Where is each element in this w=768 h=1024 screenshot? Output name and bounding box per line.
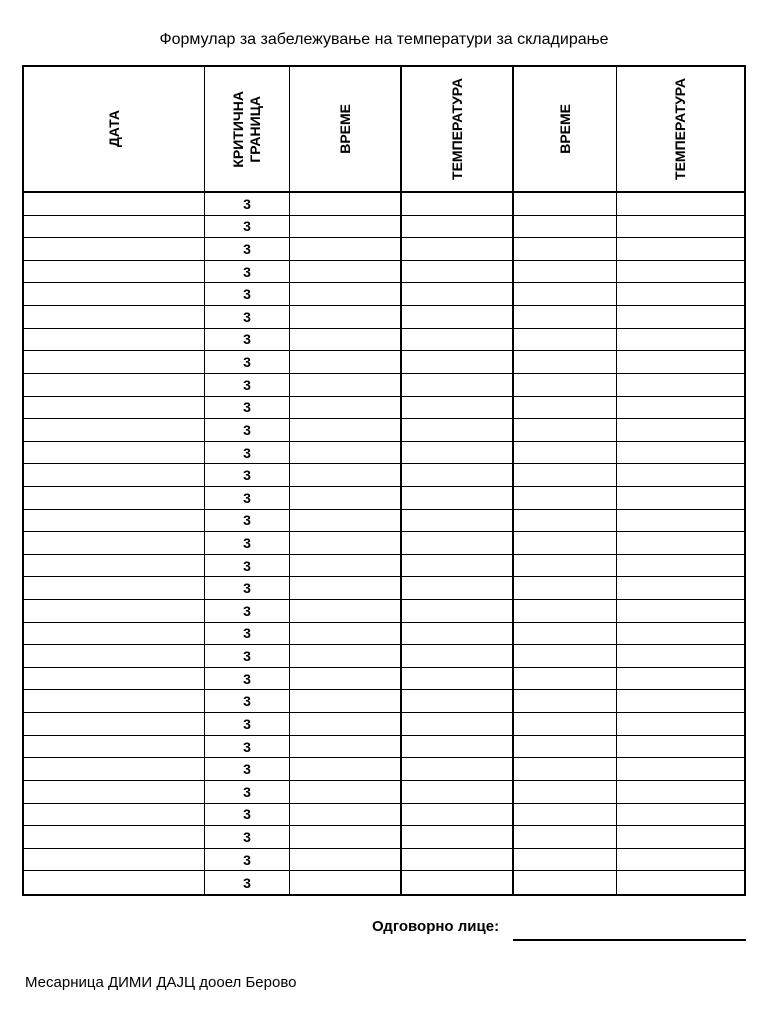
table-cell-temperature[interactable] xyxy=(402,623,514,646)
column-header-label xyxy=(230,91,264,168)
column-header-label-line: КРИТИЧНА xyxy=(230,90,246,168)
critical-limit-cell: 3 xyxy=(205,758,290,781)
table-cell-temperature[interactable] xyxy=(402,374,514,397)
table-cell-time[interactable] xyxy=(290,804,402,827)
column-header-label xyxy=(672,78,689,180)
table-cell-date[interactable] xyxy=(24,532,205,555)
table-cell-date[interactable] xyxy=(24,668,205,691)
table-cell-date[interactable] xyxy=(24,826,205,849)
table-cell-date[interactable] xyxy=(24,736,205,759)
table-cell-temperature-2[interactable] xyxy=(617,871,744,894)
critical-limit-cell: 3 xyxy=(205,374,290,397)
table-cell-date[interactable] xyxy=(24,487,205,510)
table-cell-time-2[interactable] xyxy=(514,645,617,668)
critical-limit-cell: 3 xyxy=(205,464,290,487)
critical-limit-cell: 3 xyxy=(205,826,290,849)
table-cell-time[interactable] xyxy=(290,826,402,849)
table-cell-time-2[interactable] xyxy=(514,464,617,487)
column-header-label xyxy=(337,104,354,154)
table-cell-temperature-2[interactable] xyxy=(617,487,744,510)
critical-limit-cell: 3 xyxy=(205,804,290,827)
table-cell-temperature[interactable] xyxy=(402,871,514,894)
table-cell-temperature-2[interactable] xyxy=(617,283,744,306)
column-header-label-line: ГРАНИЦА xyxy=(247,95,263,163)
table-cell-temperature-2[interactable] xyxy=(617,532,744,555)
table-cell-temperature[interactable] xyxy=(402,510,514,533)
critical-limit-cell: 3 xyxy=(205,849,290,872)
table-cell-time-2[interactable] xyxy=(514,804,617,827)
table-cell-temperature-2[interactable] xyxy=(617,804,744,827)
table-cell-temperature-2[interactable] xyxy=(617,645,744,668)
table-cell-time-2[interactable] xyxy=(514,193,617,216)
table-cell-time-2[interactable] xyxy=(514,781,617,804)
critical-limit-cell: 3 xyxy=(205,419,290,442)
table-cell-date[interactable] xyxy=(24,804,205,827)
table-cell-temperature[interactable] xyxy=(402,261,514,284)
critical-limit-cell: 3 xyxy=(205,351,290,374)
column-header-time xyxy=(290,67,402,193)
table-cell-time-2[interactable] xyxy=(514,758,617,781)
table-cell-temperature-2[interactable] xyxy=(617,668,744,691)
table-cell-time-2[interactable] xyxy=(514,826,617,849)
table-cell-time-2[interactable] xyxy=(514,329,617,352)
table-cell-date[interactable] xyxy=(24,849,205,872)
table-cell-date[interactable] xyxy=(24,758,205,781)
table-cell-time[interactable] xyxy=(290,261,402,284)
critical-limit-cell: 3 xyxy=(205,283,290,306)
table-cell-time-2[interactable] xyxy=(514,713,617,736)
table-cell-date[interactable] xyxy=(24,329,205,352)
table-cell-temperature-2[interactable] xyxy=(617,193,744,216)
table-cell-temperature[interactable] xyxy=(402,758,514,781)
column-header-label xyxy=(557,104,574,154)
table-cell-time-2[interactable] xyxy=(514,577,617,600)
table-cell-time[interactable] xyxy=(290,419,402,442)
table-cell-time-2[interactable] xyxy=(514,849,617,872)
column-header-label xyxy=(449,78,466,180)
table-cell-temperature-2[interactable] xyxy=(617,510,744,533)
table-cell-date[interactable] xyxy=(24,216,205,239)
table-cell-time-2[interactable] xyxy=(514,351,617,374)
table-cell-time[interactable] xyxy=(290,532,402,555)
table-cell-date[interactable] xyxy=(24,442,205,465)
table-cell-time[interactable] xyxy=(290,690,402,713)
column-header-time-2 xyxy=(514,67,617,193)
table-cell-temperature-2[interactable] xyxy=(617,849,744,872)
table-cell-time[interactable] xyxy=(290,283,402,306)
table-cell-temperature-2[interactable] xyxy=(617,306,744,329)
table-cell-time[interactable] xyxy=(290,397,402,420)
table-cell-temperature[interactable] xyxy=(402,464,514,487)
table-cell-time[interactable] xyxy=(290,645,402,668)
column-header-date xyxy=(24,67,205,193)
table-cell-time[interactable] xyxy=(290,238,402,261)
table-cell-temperature[interactable] xyxy=(402,283,514,306)
responsible-person-label: Одговорно лице: xyxy=(372,918,500,935)
table-cell-time[interactable] xyxy=(290,577,402,600)
table-cell-temperature[interactable] xyxy=(402,329,514,352)
table-cell-date[interactable] xyxy=(24,690,205,713)
table-cell-date[interactable] xyxy=(24,193,205,216)
table-cell-time[interactable] xyxy=(290,668,402,691)
column-header-temperature xyxy=(402,67,514,193)
table-cell-time[interactable] xyxy=(290,781,402,804)
table-cell-temperature-2[interactable] xyxy=(617,623,744,646)
column-header-label-line: ТЕМПЕРАТУРА xyxy=(672,78,688,180)
table-cell-time[interactable] xyxy=(290,374,402,397)
critical-limit-cell: 3 xyxy=(205,668,290,691)
table-cell-temperature-2[interactable] xyxy=(617,329,744,352)
table-cell-temperature-2[interactable] xyxy=(617,238,744,261)
critical-limit-cell: 3 xyxy=(205,555,290,578)
table-cell-time[interactable] xyxy=(290,351,402,374)
table-cell-time-2[interactable] xyxy=(514,397,617,420)
table-cell-time[interactable] xyxy=(290,758,402,781)
table-cell-temperature-2[interactable] xyxy=(617,826,744,849)
table-cell-time-2[interactable] xyxy=(514,668,617,691)
table-cell-time-2[interactable] xyxy=(514,216,617,239)
table-cell-date[interactable] xyxy=(24,261,205,284)
table-cell-temperature-2[interactable] xyxy=(617,419,744,442)
table-cell-temperature[interactable] xyxy=(402,397,514,420)
critical-limit-cell: 3 xyxy=(205,306,290,329)
column-header-label-line: ДАТА xyxy=(105,110,122,148)
table-cell-temperature[interactable] xyxy=(402,668,514,691)
table-cell-temperature[interactable] xyxy=(402,577,514,600)
column-header-temperature-2 xyxy=(617,67,744,193)
table-cell-temperature-2[interactable] xyxy=(617,781,744,804)
critical-limit-cell: 3 xyxy=(205,781,290,804)
table-cell-temperature[interactable] xyxy=(402,736,514,759)
table-cell-date[interactable] xyxy=(24,510,205,533)
table-cell-time-2[interactable] xyxy=(514,283,617,306)
column-header-label-line: ВРЕМЕ xyxy=(336,104,353,154)
table-cell-temperature[interactable] xyxy=(402,713,514,736)
column-header-label xyxy=(106,110,123,147)
table-cell-date[interactable] xyxy=(24,781,205,804)
table-cell-temperature-2[interactable] xyxy=(617,374,744,397)
critical-limit-cell: 3 xyxy=(205,600,290,623)
table-cell-time[interactable] xyxy=(290,600,402,623)
table-cell-date[interactable] xyxy=(24,238,205,261)
signature-line[interactable] xyxy=(513,939,746,941)
table-cell-temperature[interactable] xyxy=(402,419,514,442)
table-cell-date[interactable] xyxy=(24,419,205,442)
table-cell-time[interactable] xyxy=(290,623,402,646)
critical-limit-cell: 3 xyxy=(205,238,290,261)
critical-limit-cell: 3 xyxy=(205,329,290,352)
table-cell-date[interactable] xyxy=(24,623,205,646)
column-header-label-line: ВРЕМЕ xyxy=(556,104,573,154)
table-cell-date[interactable] xyxy=(24,464,205,487)
table-cell-temperature[interactable] xyxy=(402,306,514,329)
table-cell-date[interactable] xyxy=(24,306,205,329)
table-cell-temperature[interactable] xyxy=(402,555,514,578)
table-cell-time-2[interactable] xyxy=(514,419,617,442)
critical-limit-cell: 3 xyxy=(205,577,290,600)
table-cell-temperature[interactable] xyxy=(402,193,514,216)
table-cell-time-2[interactable] xyxy=(514,487,617,510)
table-cell-temperature[interactable] xyxy=(402,600,514,623)
table-cell-temperature[interactable] xyxy=(402,532,514,555)
table-cell-temperature-2[interactable] xyxy=(617,261,744,284)
table-cell-time[interactable] xyxy=(290,442,402,465)
table-cell-temperature[interactable] xyxy=(402,781,514,804)
table-cell-time-2[interactable] xyxy=(514,532,617,555)
table-cell-date[interactable] xyxy=(24,645,205,668)
table-cell-temperature[interactable] xyxy=(402,826,514,849)
table-cell-time[interactable] xyxy=(290,464,402,487)
table-cell-time[interactable] xyxy=(290,736,402,759)
table-cell-time-2[interactable] xyxy=(514,555,617,578)
critical-limit-cell: 3 xyxy=(205,487,290,510)
critical-limit-cell: 3 xyxy=(205,645,290,668)
table-cell-time[interactable] xyxy=(290,510,402,533)
critical-limit-cell: 3 xyxy=(205,736,290,759)
table-cell-time-2[interactable] xyxy=(514,871,617,894)
critical-limit-cell: 3 xyxy=(205,510,290,533)
table-cell-temperature[interactable] xyxy=(402,690,514,713)
table-cell-temperature-2[interactable] xyxy=(617,351,744,374)
critical-limit-cell: 3 xyxy=(205,216,290,239)
table-cell-temperature[interactable] xyxy=(402,351,514,374)
table-cell-date[interactable] xyxy=(24,283,205,306)
table-cell-temperature-2[interactable] xyxy=(617,442,744,465)
table-cell-date[interactable] xyxy=(24,713,205,736)
column-header-critical-limit xyxy=(205,67,290,193)
table-cell-temperature-2[interactable] xyxy=(617,600,744,623)
table-cell-temperature[interactable] xyxy=(402,804,514,827)
table-cell-time-2[interactable] xyxy=(514,623,617,646)
table-cell-temperature[interactable] xyxy=(402,645,514,668)
critical-limit-cell: 3 xyxy=(205,871,290,894)
table-cell-time-2[interactable] xyxy=(514,261,617,284)
table-cell-temperature-2[interactable] xyxy=(617,216,744,239)
table-cell-time-2[interactable] xyxy=(514,510,617,533)
table-cell-time-2[interactable] xyxy=(514,238,617,261)
critical-limit-cell: 3 xyxy=(205,713,290,736)
table-cell-time-2[interactable] xyxy=(514,600,617,623)
table-cell-time[interactable] xyxy=(290,849,402,872)
table-cell-date[interactable] xyxy=(24,351,205,374)
critical-limit-cell: 3 xyxy=(205,532,290,555)
table-cell-date[interactable] xyxy=(24,871,205,894)
critical-limit-cell: 3 xyxy=(205,397,290,420)
table-cell-time-2[interactable] xyxy=(514,690,617,713)
table-cell-time[interactable] xyxy=(290,713,402,736)
table-cell-temperature-2[interactable] xyxy=(617,397,744,420)
critical-limit-cell: 3 xyxy=(205,261,290,284)
table-cell-time[interactable] xyxy=(290,306,402,329)
table-cell-temperature[interactable] xyxy=(402,216,514,239)
table-cell-temperature-2[interactable] xyxy=(617,577,744,600)
table-cell-temperature[interactable] xyxy=(402,238,514,261)
table-cell-temperature[interactable] xyxy=(402,487,514,510)
table-cell-date[interactable] xyxy=(24,397,205,420)
table-cell-time[interactable] xyxy=(290,193,402,216)
temperature-log-table xyxy=(22,65,746,896)
table-cell-time[interactable] xyxy=(290,555,402,578)
table-cell-time-2[interactable] xyxy=(514,374,617,397)
table-cell-temperature[interactable] xyxy=(402,442,514,465)
table-cell-temperature-2[interactable] xyxy=(617,736,744,759)
table-cell-time[interactable] xyxy=(290,216,402,239)
critical-limit-cell: 3 xyxy=(205,623,290,646)
critical-limit-cell: 3 xyxy=(205,193,290,216)
table-cell-date[interactable] xyxy=(24,555,205,578)
table-cell-time[interactable] xyxy=(290,329,402,352)
table-cell-temperature-2[interactable] xyxy=(617,464,744,487)
table-cell-date[interactable] xyxy=(24,600,205,623)
table-cell-temperature-2[interactable] xyxy=(617,555,744,578)
document-title: Формулар за забележување на температури за складирање xyxy=(159,31,609,48)
table-cell-time[interactable] xyxy=(290,487,402,510)
table-cell-temperature-2[interactable] xyxy=(617,713,744,736)
table-cell-date[interactable] xyxy=(24,374,205,397)
table-cell-temperature-2[interactable] xyxy=(617,758,744,781)
table-cell-temperature[interactable] xyxy=(402,849,514,872)
table-cell-time-2[interactable] xyxy=(514,736,617,759)
table-cell-date[interactable] xyxy=(24,577,205,600)
company-name: Месарница ДИМИ ДАЈЦ дооел Берово xyxy=(25,974,297,991)
table-cell-time-2[interactable] xyxy=(514,442,617,465)
critical-limit-cell: 3 xyxy=(205,690,290,713)
table-cell-time[interactable] xyxy=(290,871,402,894)
column-header-label-line: ТЕМПЕРАТУРА xyxy=(448,78,465,180)
critical-limit-cell: 3 xyxy=(205,442,290,465)
table-cell-temperature-2[interactable] xyxy=(617,690,744,713)
table-cell-time-2[interactable] xyxy=(514,306,617,329)
